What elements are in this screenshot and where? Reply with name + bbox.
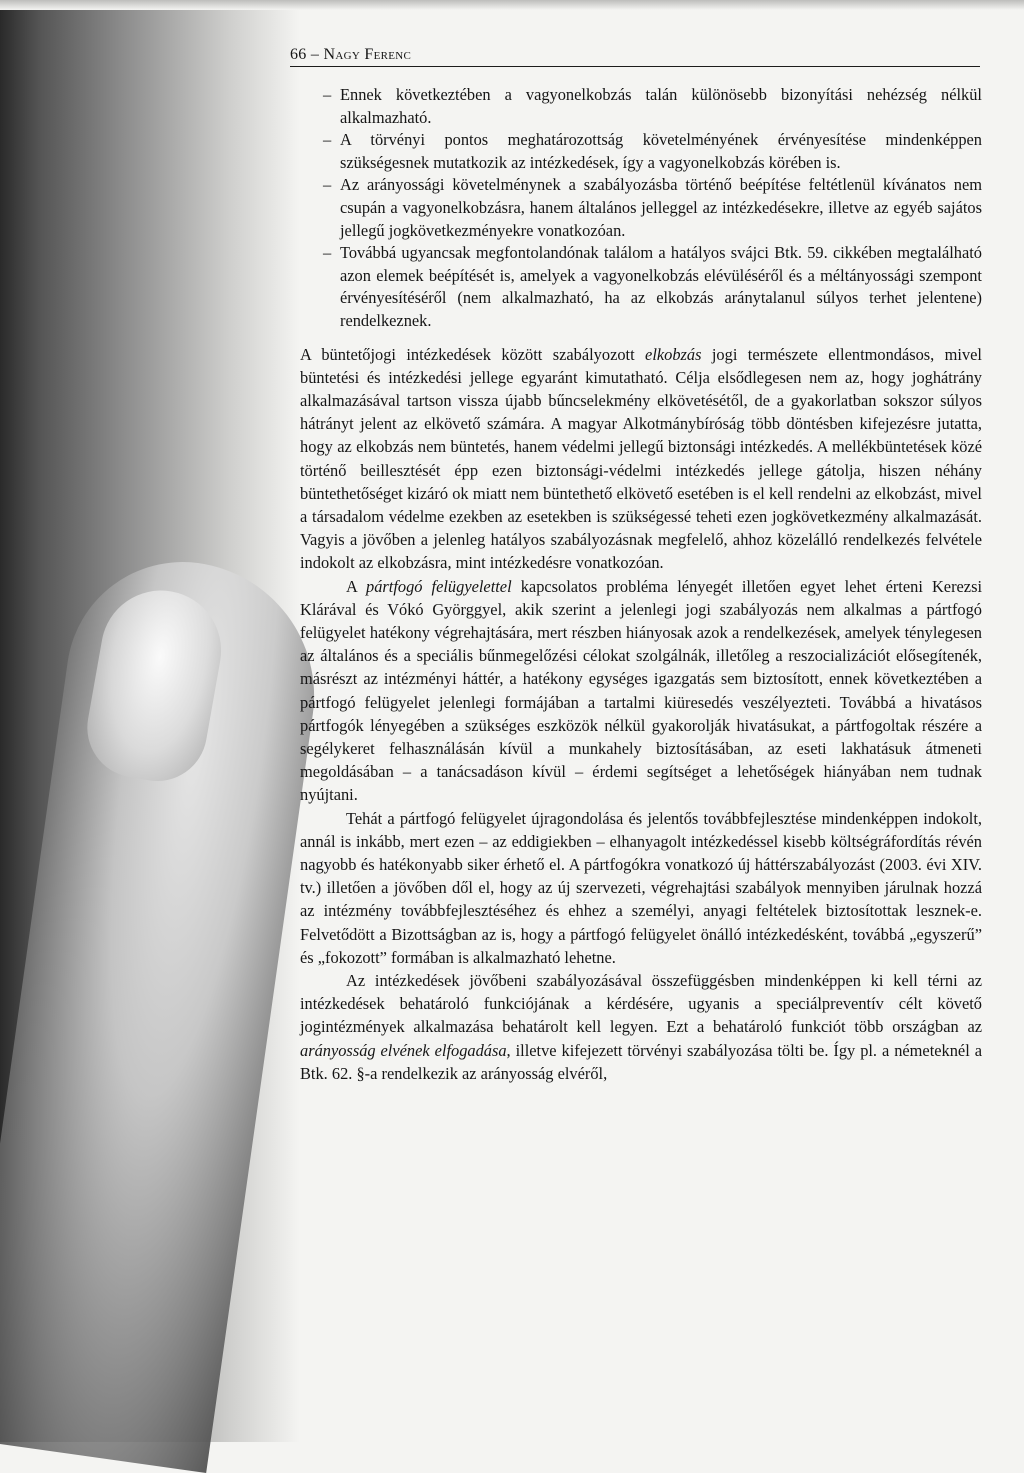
book-page	[290, 40, 990, 1420]
paragraph-elkobzas	[290, 343, 986, 575]
list-item-text: Ennek következtében a vagyonelkobzás talán különösebb bizonyítási nehézség nélkül alkalmazható.	[340, 85, 982, 127]
scan-top-shadow	[0, 0, 1024, 10]
page-number: 66	[290, 46, 307, 63]
header-separator: –	[306, 46, 324, 63]
list-item	[290, 242, 986, 332]
conclusion-list	[290, 84, 986, 333]
paragraph-text: , illetve kifejezett törvényi szabályozása tölti be. Így pl. a németeknél a Btk. 62. §-a rendelkezik az arányosság elvéről,	[300, 1040, 982, 1083]
dash-marker: –	[323, 85, 332, 104]
paragraph-ujragondolas: Tehát a pártfogó felügyelet újragondolása és jelentős továbbfejlesztése mindenképpen indokolt, annál is inkább, mert ezen – az eddigiekben – elhanyagolt intézkedéssel kisebb költségráfordítás révén nagyobb és hatékonyabb siker érhető el. A pártfogókra vonatkozó új háttérszabályozást (2003. évi XIV. tv.) illetően a jövőben dől el, hogy az új szervezeti, végrehajtási szabályok mennyiben járulnak hozzá az intézmény továbbfejlesztéséhez és ehhez a személyi, anyagi feltételek biztosítottak lesznek-e. Felvetődött a Bizottságban az is, hogy a pártfogó felügyelet önálló intézkedésként, továbbá „egyszerű” és „fokozott” formában is alkalmazható lehetne.	[300, 808, 982, 967]
emphasis-term: arányosság elvének elfogadása	[300, 1040, 507, 1060]
list-item	[290, 129, 986, 174]
paragraph-text: A	[346, 576, 367, 596]
emphasis-term: elkobzás	[645, 344, 702, 364]
paragraph-text: Az intézkedések jövőbeni szabályozásával összefüggésben mindenképpen ki kell térni az intézkedések behatároló funkciójának a kérdésére, ugyanis a speciálpreventív célt követő jogintézmények alkalmazása behatárolt kell legyen. Ezt a behatároló funkciót több országban az	[300, 971, 982, 1037]
list-item-text: Továbbá ugyancsak megfontolandónak találom a hatályos svájci Btk. 59. cikkében megtalálható azon elemek beépítését is, amelyek a vagyonelkobzás elévüléséről és a méltányossági szempont érvényesítéséről (nem alkalmazható, ha az elkobzás aránytalanul súlyos terhet jelentene) rendelkeznek.	[340, 243, 982, 330]
running-header	[290, 40, 980, 67]
dash-marker: –	[323, 175, 332, 195]
list-item-text: Az arányossági követelménynek a szabályozásba történő beépítése feltétlenül kívánatos nem csupán a vagyonelkobzásra, hanem általános jelleggel az intézkedésekre, illetve az egyéb sajátos jellegű jogkövetkezményekre vonatkozóan.	[340, 175, 982, 240]
dash-marker: –	[323, 130, 332, 150]
emphasis-term: pártfogó felügyelettel	[366, 576, 512, 596]
list-item	[290, 84, 986, 129]
paragraph-text: A büntetőjogi intézkedések között szabályozott	[300, 344, 646, 364]
list-item-text: A törvényi pontos meghatározottság követelményének érvényesítése mindenképpen szükségesnek mutatkozik az intézkedések, így a vagyonelkobzás körében is.	[340, 130, 982, 172]
list-item	[290, 174, 986, 242]
page-content	[290, 84, 986, 1085]
paragraph-behatarolo	[290, 969, 986, 1085]
paragraph-partfogo	[290, 575, 986, 807]
header-author: Nagy Ferenc	[323, 46, 412, 63]
running-header-text	[290, 46, 411, 64]
paragraph-text: kapcsolatos probléma lényegét illetően egyet lehet érteni Kerezsi Klárával és Vókó Györggyel, akik szerint a jelenlegi jogi szabályozás nem alkalmas a pártfogó felügyelet hatékony végrehajtására, mert részben hiányosak azok a rendelkezések, amelyek ténylegesen az általános és a speciális bűnmegelőzési célokat szolgálnák, illetőleg a reszocializációt elősegítenék, másrészt az intézményi háttér, a hatékony egységes igazgatás sem biztosított, ennek következtében a pártfogó felügyelet jelenlegi formájában a tartalmi kiüresedés veszélyezteti. Továbbá a hivatásos pártfogók lényegében a szükséges eszközök nélkül gyakorolják hivatásukat, a pártfogoltak részére a segélykeret felhasználásán kívül a munkahely biztosításában, az eseti lakhatásuk átmeneti megoldásában – a tanácsadáson kívül – érdemi segítséget a lehetőségek hiányában nem tudnak nyújtani.	[300, 576, 983, 805]
paragraph-text: jogi természete ellentmondásos, mivel büntetési és intézkedési jellege egyaránt kimutatható. Célja elsődlegesen nem az, hogy joghátrány alkalmazásával tartson vissza újabb bűncselekmény elkövetésétől, de a gyakorlatban sokszor súlyos hátrányt jelent az elkövető számára. A magyar Alkotmánybíróság több döntésben kifejezésre jutatta, hogy az elkobzás nem büntetés, hanem védelmi jellegű biztonsági intézkedés. A mellékbüntetések közé történő beillesztését épp ezen biztonsági-védelmi intézkedés jellege gátolja, hiszen néhány büntethetőséget kizáró ok miatt nem büntethető elkövető esetében is el kell rendelni az elkobzást, mivel a társadalom védelme ezekben az esetekben is szükségessé teheti ezen jogkövetkezmény alkalmazását. Vagyis a jövőben a jelenleg hatályos szabályozásnak megfelelő, ahhoz közelálló rendelkezés felvétele indokolt az elkobzásra, mint intézkedésre vonatkozóan.	[300, 344, 982, 573]
dash-marker: –	[323, 243, 332, 263]
